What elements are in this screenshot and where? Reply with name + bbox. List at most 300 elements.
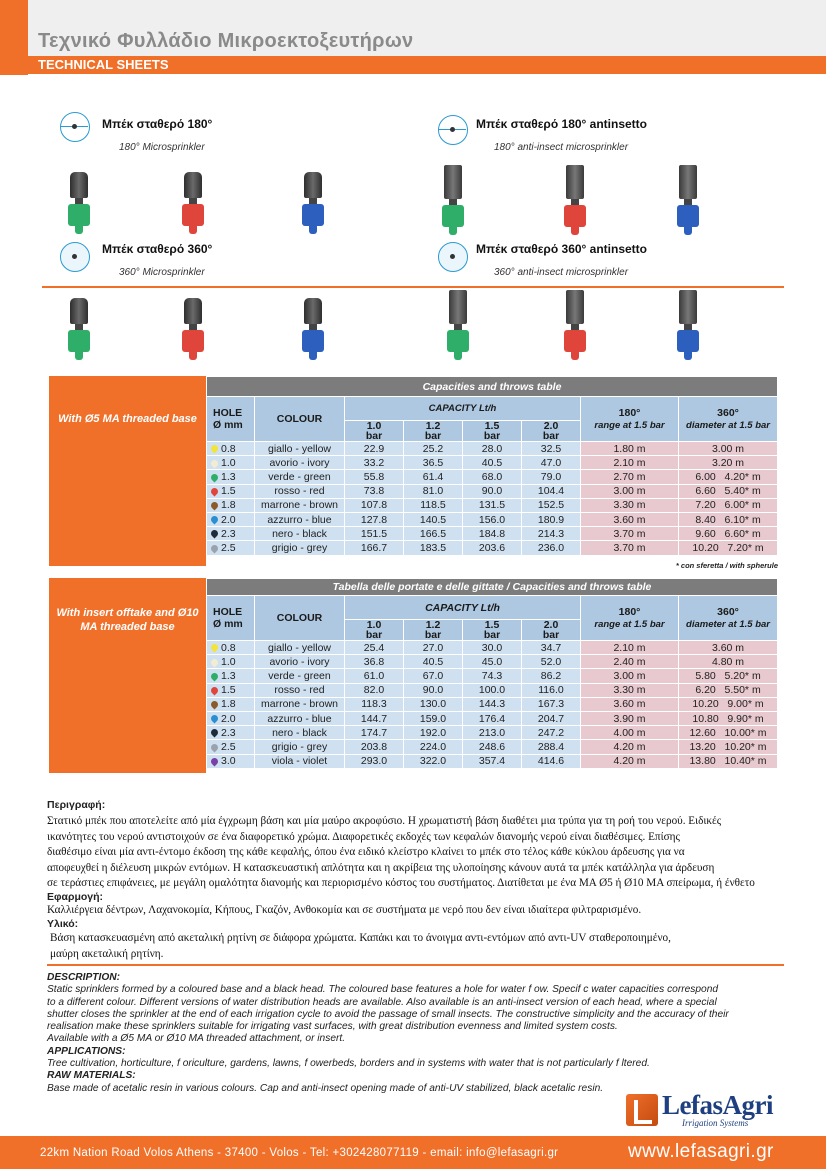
capacity-cell: 118.3: [345, 697, 404, 711]
hole-cell: [207, 512, 255, 526]
table-row: [207, 740, 778, 754]
text-line: to a different colour. Different versions of water distribution heads are available. Also available is an anti-insect version of each head, where a special: [47, 996, 717, 1008]
half-circle-icon: [60, 112, 90, 142]
capacity-cell: 68.0: [463, 470, 522, 484]
sprinkler-blue-image: [300, 298, 326, 360]
english-applications-text: Tree cultivation, horticulture, f oriculture, gardens, lawns, f owerbeds, borders and in systems with water that is not particularly f ltered.: [47, 1058, 650, 1070]
colour-cell: azzurro - blue: [255, 711, 345, 725]
hole-cell: [207, 541, 255, 555]
col-360-label: 360°: [717, 407, 739, 419]
capacity-cell: 81.0: [404, 484, 463, 498]
capacity-cell: 82.0: [345, 683, 404, 697]
drop-swatch-icon: [210, 700, 220, 710]
capacity-cell: 100.0: [463, 683, 522, 697]
table-grid: [206, 578, 778, 769]
drop-swatch-icon: [210, 543, 220, 553]
capacity-cell: 183.5: [404, 541, 463, 555]
page-title: Τεχνικό Φυλλάδιο Μικροεκτοξευτήρων: [38, 30, 414, 52]
pressure-unit: bar: [365, 629, 383, 641]
anti-insect-sprinkler-red-image: [562, 165, 588, 235]
hole-cell: [207, 484, 255, 498]
capacity-cell: 192.0: [404, 726, 463, 740]
greek-application-text: Καλλιέργεια δέντρων, Λαχανοκομία, Κήπους, Γκαζόν, Ανθοκομία και σε συστήματα με νερό που δεν είναι ιδιαίτερα φιλτραρισμένο.: [47, 904, 642, 916]
colour-cell: grigio - grey: [255, 541, 345, 555]
hole-value: 1.3: [221, 470, 236, 483]
range-cell: 2.70 m: [581, 470, 679, 484]
capacity-cell: 248.6: [463, 740, 522, 754]
drop-swatch-icon: [210, 714, 220, 724]
hole-cell: [207, 456, 255, 470]
company-logo: [626, 1090, 800, 1130]
capacity-cell: 47.0: [522, 456, 581, 470]
hole-value: 0.8: [221, 641, 236, 654]
table-row: [207, 726, 778, 740]
capacity-cell: 166.5: [404, 527, 463, 541]
anti-insect-sprinkler-green-image: [445, 290, 471, 360]
capacity-cell: 40.5: [404, 655, 463, 669]
diameter-cell: 3.20 m: [679, 456, 778, 470]
text-line: shutter closes the sprinkler at the end of each irrigation cycle to avoid the passage of small insects. The constructive simplicity and the accuracy of their: [47, 1008, 729, 1020]
hole-value: 2.3: [221, 726, 236, 739]
table-body: [207, 641, 778, 769]
range-cell: 3.00 m: [581, 669, 679, 683]
table-side-label: With Ø5 MA threaded base: [49, 376, 206, 566]
capacity-cell: 357.4: [463, 754, 522, 768]
drop-swatch-icon: [210, 671, 220, 681]
capacity-cell: 236.0: [522, 541, 581, 555]
capacity-cell: 25.2: [404, 442, 463, 456]
diameter-cell: 8.40 6.10* m: [679, 512, 778, 526]
table-title: Capacities and throws table: [207, 377, 778, 397]
capacity-cell: 74.3: [463, 669, 522, 683]
drop-swatch-icon: [210, 657, 220, 667]
capacity-cell: 159.0: [404, 711, 463, 725]
greek-material-text: [50, 931, 795, 962]
capacity-cell: 176.4: [463, 711, 522, 725]
range-cell: 3.70 m: [581, 527, 679, 541]
hole-cell: [207, 711, 255, 725]
capacity-cell: 28.0: [463, 442, 522, 456]
sprinkler-green-image: [66, 298, 92, 360]
table-row: [207, 484, 778, 498]
section-divider: [47, 964, 784, 966]
pressure-value: 1.5: [484, 619, 500, 631]
pressure-value: 2.0: [543, 420, 559, 432]
english-materials-heading: RAW MATERIALS:: [47, 1070, 136, 1082]
hole-label: HOLE: [213, 606, 243, 618]
text-line: ικανότητες του νερού αντιστοιχούν σε ένα διαφορετικό χρώμα. Διαφορετικές εκδοχές των κεφαλών διανομής νερού είναι διαθέσιμες. Επίσης: [47, 830, 680, 843]
capacity-cell: 107.8: [345, 498, 404, 512]
diameter-cell: 13.20 10.20* m: [679, 740, 778, 754]
hole-value: 1.5: [221, 684, 236, 697]
pressure-value: 1.5: [484, 420, 500, 432]
diameter-cell: 13.80 10.40* m: [679, 754, 778, 768]
pressure-header: [404, 421, 463, 442]
colour-cell: rosso - red: [255, 484, 345, 498]
capacity-cell: 144.7: [345, 711, 404, 725]
range-cell: 3.70 m: [581, 541, 679, 555]
hole-cell: [207, 641, 255, 655]
pressure-value: 2.0: [543, 619, 559, 631]
drop-swatch-icon: [210, 529, 220, 539]
drop-swatch-icon: [210, 501, 220, 511]
table-side-label: With insert offtake and Ø10 MA threaded base: [49, 578, 206, 773]
anti-insect-sprinkler-green-image: [440, 165, 466, 235]
diameter-cell: 6.20 5.50* m: [679, 683, 778, 697]
table-row: [207, 442, 778, 456]
pressure-header: [463, 620, 522, 641]
product-subtitle-360-anti-insect: 360° anti-insect microsprinkler: [494, 267, 629, 278]
hole-value: 1.0: [221, 456, 236, 469]
pressure-unit: bar: [365, 430, 383, 442]
page-subtitle: TECHNICAL SHEETS: [38, 57, 169, 72]
capacity-cell: 36.8: [345, 655, 404, 669]
pressure-header: [345, 421, 404, 442]
section-divider: [42, 286, 784, 288]
full-circle-icon: [438, 242, 468, 272]
product-subtitle-360: 360° Microsprinkler: [119, 267, 205, 278]
capacity-cell: 140.5: [404, 512, 463, 526]
hole-cell: [207, 527, 255, 541]
capacity-cell: 67.0: [404, 669, 463, 683]
table-footnote: * con sferetta / with spherule: [675, 561, 778, 570]
pressure-unit: bar: [483, 629, 501, 641]
hole-unit: Ø mm: [213, 419, 243, 431]
capacity-cell: 224.0: [404, 740, 463, 754]
capacity-cell: 45.0: [463, 655, 522, 669]
colour-cell: azzurro - blue: [255, 512, 345, 526]
capacity-cell: 174.7: [345, 726, 404, 740]
product-title-360: [102, 242, 212, 256]
table-row: [207, 456, 778, 470]
text-line: σε τεράστιες επιφάνειες, με μεγάλη ομαλότητα διανομής και περιορισμένο κόστος του συστήματος. Διατίθεται με ένα MA Ø5 ή Ø10 MA σπείρωμα, ή ένθετο: [47, 877, 755, 889]
capacity-cell: 152.5: [522, 498, 581, 512]
col-180-header: [581, 596, 679, 641]
hole-value: 1.8: [221, 698, 236, 711]
product-angle: 360°: [187, 242, 213, 256]
footer-address: 22km Nation Road Volos Athens - 37400 - Volos - Tel: +302428077119 - email: info@lefasagri.gr: [40, 1147, 559, 1159]
diameter-cell: 12.60 10.00* m: [679, 726, 778, 740]
capacity-cell: 90.0: [463, 484, 522, 498]
colour-cell: marrone - brown: [255, 697, 345, 711]
greek-description-heading: Περιγραφή:: [47, 799, 106, 811]
capacity-cell: 73.8: [345, 484, 404, 498]
text-line: Βάση κατασκευασμένη από ακεταλική ρητίνη σε διάφορα χρώματα. Καπάκι και το άνοιγμα αντι-εντόμων από αντι-UV σταθεροποιημένο,: [50, 932, 671, 944]
diameter-cell: 10.20 7.20* m: [679, 541, 778, 555]
hole-cell: [207, 442, 255, 456]
sprinkler-blue-image: [300, 172, 326, 234]
colour-cell: verde - green: [255, 669, 345, 683]
hole-cell: [207, 740, 255, 754]
capacity-cell: 25.4: [345, 641, 404, 655]
capacity-cell: 213.0: [463, 726, 522, 740]
hole-label: HOLE: [213, 407, 243, 419]
capacity-cell: 118.5: [404, 498, 463, 512]
hole-value: 1.8: [221, 499, 236, 512]
drop-swatch-icon: [210, 685, 220, 695]
english-description-heading: DESCRIPTION:: [47, 972, 121, 983]
diameter-cell: 10.20 9.00* m: [679, 697, 778, 711]
pressure-value: 1.2: [425, 420, 441, 432]
text-line: αποφευχθεί η διέλευση μικρών εντόμων. Η κατασκευαστική απλότητα και η ακρίβεια της υλοποίησης κάνουν αυτά τα μπέκ κατάλληλα για άρδευση: [47, 861, 715, 874]
range-cell: 4.00 m: [581, 726, 679, 740]
capacity-cell: 22.9: [345, 442, 404, 456]
capacity-cell: 27.0: [404, 641, 463, 655]
hole-value: 2.3: [221, 527, 236, 540]
product-angle: 360° antinsetto: [561, 242, 648, 256]
hole-cell: [207, 470, 255, 484]
hole-cell: [207, 669, 255, 683]
col-360-header: [679, 596, 778, 641]
product-angle: 180° antinsetto: [561, 117, 648, 131]
capacity-cell: 55.8: [345, 470, 404, 484]
capacities-table-5ma: [49, 376, 778, 573]
colour-header: COLOUR: [255, 397, 345, 442]
capacity-cell: 180.9: [522, 512, 581, 526]
pressure-unit: bar: [424, 430, 442, 442]
drop-swatch-icon: [210, 486, 220, 496]
col-180-sub: range at 1.5 bar: [594, 420, 665, 431]
hole-cell: [207, 754, 255, 768]
greek-material-heading: Υλικό:: [47, 918, 79, 930]
range-cell: 2.10 m: [581, 641, 679, 655]
text-line: διαθέσιμο είναι μία αντι-έντομο έκδοση της κάθε κεφαλής, όπου ένα ειδικό κλείστρο κλαίνει το μπέκ στο τέλος κάθε κύκλου άρδευσης για να: [47, 846, 685, 858]
table-row: [207, 711, 778, 725]
capacity-cell: 116.0: [522, 683, 581, 697]
drop-swatch-icon: [210, 472, 220, 482]
pressure-header: [345, 620, 404, 641]
range-cell: 4.20 m: [581, 740, 679, 754]
range-cell: 2.40 m: [581, 655, 679, 669]
pressure-unit: bar: [483, 430, 501, 442]
table-row: [207, 683, 778, 697]
pressure-header: [404, 620, 463, 641]
logo-tagline: Irrigation Systems: [682, 1118, 749, 1128]
capacities-table-10ma: [49, 578, 778, 774]
capacity-cell: 247.2: [522, 726, 581, 740]
full-circle-icon: [60, 242, 90, 272]
capacity-cell: 203.8: [345, 740, 404, 754]
capacity-cell: 293.0: [345, 754, 404, 768]
pressure-unit: bar: [542, 430, 560, 442]
hole-value: 1.3: [221, 669, 236, 682]
range-cell: 2.10 m: [581, 456, 679, 470]
sprinkler-red-image: [180, 172, 206, 234]
capacity-cell: 61.0: [345, 669, 404, 683]
capacity-cell: 40.5: [463, 456, 522, 470]
colour-cell: giallo - yellow: [255, 641, 345, 655]
drop-swatch-icon: [210, 515, 220, 525]
product-title-180: [102, 117, 212, 131]
product-subtitle-180: 180° Microsprinkler: [119, 142, 205, 153]
table-title: Tabella delle portate e delle gittate / Capacities and throws table: [207, 579, 778, 596]
capacity-cell: 214.3: [522, 527, 581, 541]
table-row: [207, 527, 778, 541]
colour-cell: giallo - yellow: [255, 442, 345, 456]
table-row: [207, 669, 778, 683]
diameter-cell: 4.80 m: [679, 655, 778, 669]
range-cell: 3.30 m: [581, 498, 679, 512]
col-360-header: [679, 397, 778, 442]
product-angle: 180°: [187, 117, 213, 131]
product-name: Μπέκ σταθερό: [102, 242, 185, 256]
range-cell: 3.60 m: [581, 697, 679, 711]
hole-value: 2.5: [221, 740, 236, 753]
range-cell: 3.30 m: [581, 683, 679, 697]
colour-cell: viola - violet: [255, 754, 345, 768]
colour-cell: verde - green: [255, 470, 345, 484]
greek-description-text: [47, 814, 792, 892]
table-row: [207, 697, 778, 711]
capacity-cell: 86.2: [522, 669, 581, 683]
diameter-cell: 3.00 m: [679, 442, 778, 456]
hole-cell: [207, 498, 255, 512]
col-180-header: [581, 397, 679, 442]
drop-swatch-icon: [210, 458, 220, 468]
diameter-cell: 6.60 5.40* m: [679, 484, 778, 498]
product-name: Μπέκ σταθερό: [476, 242, 559, 256]
colour-cell: avorio - ivory: [255, 655, 345, 669]
diameter-cell: 3.60 m: [679, 641, 778, 655]
anti-insect-sprinkler-blue-image: [675, 165, 701, 235]
capacity-cell: 30.0: [463, 641, 522, 655]
drop-swatch-icon: [210, 728, 220, 738]
colour-cell: marrone - brown: [255, 498, 345, 512]
pressure-unit: bar: [424, 629, 442, 641]
diameter-cell: 6.00 4.20* m: [679, 470, 778, 484]
capacity-cell: 61.4: [404, 470, 463, 484]
range-cell: 4.20 m: [581, 754, 679, 768]
hole-unit: Ø mm: [213, 618, 243, 630]
anti-insect-sprinkler-red-image: [562, 290, 588, 360]
product-name: Μπέκ σταθερό: [476, 117, 559, 131]
table-row: [207, 541, 778, 555]
table-grid: [206, 376, 778, 556]
capacity-cell: 203.6: [463, 541, 522, 555]
logo-name: LefasAgri: [662, 1090, 773, 1120]
range-cell: 1.80 m: [581, 442, 679, 456]
half-circle-icon: [438, 115, 468, 145]
capacity-cell: 79.0: [522, 470, 581, 484]
hole-value: 1.5: [221, 485, 236, 498]
product-name: Μπέκ σταθερό: [102, 117, 185, 131]
capacity-cell: 322.0: [404, 754, 463, 768]
product-title-180-anti-insect: [476, 117, 647, 131]
pressure-header: [522, 620, 581, 641]
diameter-cell: 5.80 5.20* m: [679, 669, 778, 683]
range-cell: 3.60 m: [581, 512, 679, 526]
header-accent-bar: [0, 0, 28, 75]
capacity-cell: 52.0: [522, 655, 581, 669]
col-180-sub: range at 1.5 bar: [594, 619, 665, 630]
hole-cell: [207, 697, 255, 711]
sprinkler-red-image: [180, 298, 206, 360]
drop-swatch-icon: [210, 756, 220, 766]
capacity-cell: 144.3: [463, 697, 522, 711]
capacity-cell: 36.5: [404, 456, 463, 470]
hole-value: 2.0: [221, 712, 236, 725]
hole-header: [207, 596, 255, 641]
colour-cell: nero - black: [255, 527, 345, 541]
pressure-value: 1.2: [425, 619, 441, 631]
table-body: [207, 442, 778, 556]
capacity-cell: 131.5: [463, 498, 522, 512]
col-360-sub: diameter at 1.5 bar: [686, 619, 770, 630]
capacity-header: CAPACITY Lt/h: [345, 596, 581, 620]
capacity-cell: 414.6: [522, 754, 581, 768]
drop-swatch-icon: [210, 643, 220, 653]
anti-insect-sprinkler-blue-image: [675, 290, 701, 360]
table-row: [207, 655, 778, 669]
table-row: [207, 512, 778, 526]
table-row: [207, 754, 778, 768]
col-180-label: 180°: [618, 606, 641, 618]
colour-header: COLOUR: [255, 596, 345, 641]
hole-cell: [207, 683, 255, 697]
capacity-cell: 166.7: [345, 541, 404, 555]
col-360-label: 360°: [717, 606, 739, 618]
diameter-cell: 9.60 6.60* m: [679, 527, 778, 541]
text-line: μαύρη ακεταλική ρητίνη.: [50, 947, 164, 960]
pressure-value: 1.0: [366, 619, 382, 631]
capacity-cell: 34.7: [522, 641, 581, 655]
capacity-cell: 288.4: [522, 740, 581, 754]
footer-website-link[interactable]: www.lefasagri.gr: [628, 1141, 774, 1162]
hole-value: 2.5: [221, 541, 236, 554]
hole-value: 1.0: [221, 655, 236, 668]
capacity-cell: 127.8: [345, 512, 404, 526]
capacity-cell: 184.8: [463, 527, 522, 541]
drop-swatch-icon: [210, 742, 220, 752]
greek-application-heading: Εφαρμογή:: [47, 891, 104, 903]
colour-cell: nero - black: [255, 726, 345, 740]
table-row: [207, 470, 778, 484]
col-360-sub: diameter at 1.5 bar: [686, 420, 770, 431]
text-line: Στατικό μπέκ που αποτελείτε από μία έγχρωμη βάση και μία μαύρο ακροφύσιο. Η χρωματιστή βάση διαθέτει μια τρύπα για τη ροή του νερού. Ειδικές: [47, 815, 722, 827]
text-line: Static sprinklers formed by a coloured base and a black head. The coloured base features a hole for water f ow. Specif c water capacities correspond: [47, 984, 719, 996]
diameter-cell: 7.20 6.00* m: [679, 498, 778, 512]
logo-mark-icon: [626, 1094, 658, 1126]
hole-cell: [207, 726, 255, 740]
hole-value: 0.8: [221, 442, 236, 455]
pressure-unit: bar: [542, 629, 560, 641]
range-cell: 3.00 m: [581, 484, 679, 498]
table-row: [207, 498, 778, 512]
capacity-cell: 90.0: [404, 683, 463, 697]
capacity-cell: 156.0: [463, 512, 522, 526]
english-description: [47, 972, 787, 1095]
drop-swatch-icon: [210, 444, 220, 454]
colour-cell: avorio - ivory: [255, 456, 345, 470]
capacity-header: CAPACITY Lt/h: [345, 397, 581, 421]
text-line: realisation make these sprinklers suitable for irrigating vast surfaces, with great distribution evenness and limited system costs.: [47, 1021, 618, 1033]
capacity-cell: 130.0: [404, 697, 463, 711]
capacity-cell: 33.2: [345, 456, 404, 470]
product-subtitle-180-anti-insect: 180° anti-insect microsprinkler: [494, 142, 629, 153]
pressure-value: 1.0: [366, 420, 382, 432]
pressure-header: [463, 421, 522, 442]
english-materials-text: Base made of acetalic resin in various colours. Cap and anti-insect opening made of anti-UV stabilized, black acetalic resin.: [47, 1082, 604, 1094]
sprinkler-green-image: [66, 172, 92, 234]
colour-cell: grigio - grey: [255, 740, 345, 754]
colour-cell: rosso - red: [255, 683, 345, 697]
capacity-cell: 167.3: [522, 697, 581, 711]
footer: [0, 1136, 826, 1169]
hole-value: 3.0: [221, 755, 236, 768]
text-line: Available with a Ø5 MA or Ø10 MA threaded attachment, or insert.: [47, 1033, 346, 1045]
capacity-cell: 151.5: [345, 527, 404, 541]
col-180-label: 180°: [618, 407, 641, 419]
